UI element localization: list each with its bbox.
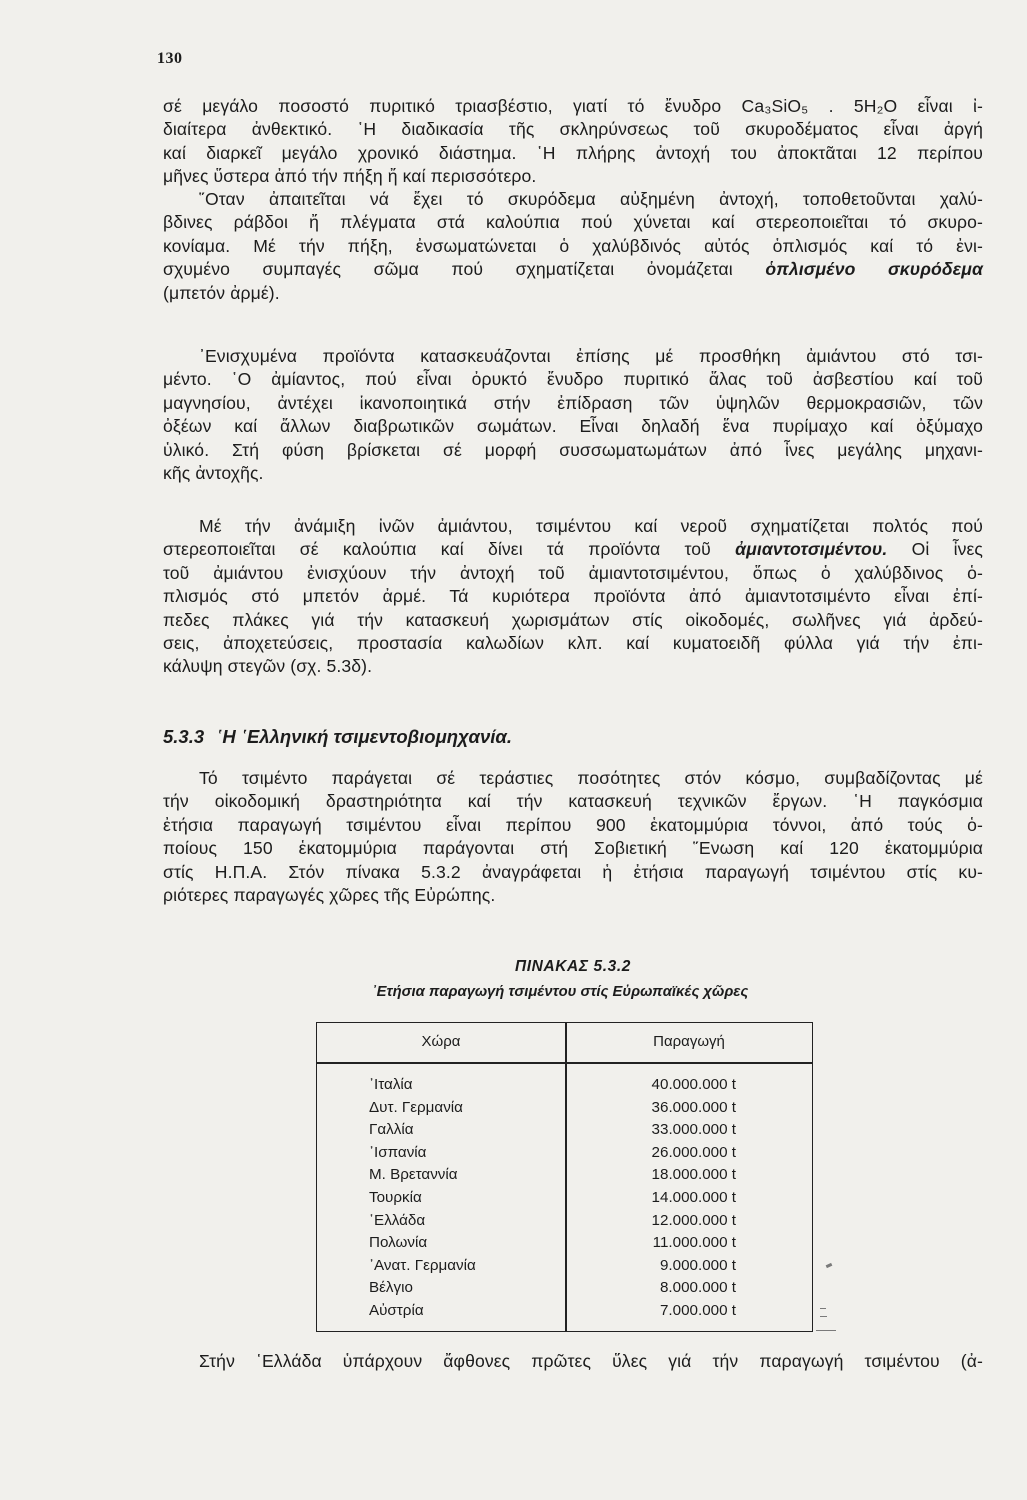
table-header-country: Χώρα [421, 1033, 461, 1050]
table-cell-country: Τουρκία [369, 1188, 422, 1206]
table-cell-country: Δυτ. Γερμανία [369, 1098, 463, 1116]
table-row [317, 1279, 812, 1302]
paragraph-1 [163, 95, 983, 189]
table-row [317, 1257, 812, 1280]
text-line: σεις, ἀποχετεύσεις, προστασία καλωδίων κλπ. καί κυματοειδῆ φύλλα γιά τήν ἐπι- [163, 633, 983, 654]
text-line: κάλυψη στεγῶν (σχ. 5.3δ). [163, 656, 373, 677]
scan-speck [816, 1330, 836, 1331]
table-cell-country: ᾿Ανατ. Γερμανία [369, 1256, 476, 1274]
table-cell-amount: 12.000.000 t [651, 1211, 736, 1229]
table-cell-country: Αὐστρία [369, 1301, 424, 1319]
table-cell-country: ῾Ελλάδα [369, 1211, 426, 1229]
table-row [317, 1166, 812, 1189]
table-header-divider [317, 1062, 812, 1064]
text-line: βδινες ράβδοι ἤ πλέγματα στά καλούπια πού χύνεται καί στερεοποιεῖται τό σκυρο- [163, 212, 983, 233]
table-row [317, 1121, 812, 1144]
table-row [317, 1234, 812, 1257]
table-body [317, 1076, 812, 1325]
scan-speck [826, 1263, 833, 1268]
table-row [317, 1144, 812, 1167]
text-line: ποίους 150 ἑκατομμύρια παράγονται στή Σοβιετική ῞Ενωση καί 120 ἑκατομμύρια [163, 838, 983, 859]
text-line: ἐτήσια παραγωγή τσιμέντου εἶναι περίπου 900 ἑκατομμύρια τόννοι, ἀπό τούς ὁ- [163, 814, 983, 835]
text-fragment: στερεοποιεῖται σέ καλούπια καί δίνει τά προϊόντα τοῦ [163, 539, 736, 560]
table-row [317, 1212, 812, 1235]
table-header-production: Παραγωγή [653, 1033, 725, 1050]
table-row [317, 1189, 812, 1212]
paragraph-4 [163, 515, 983, 679]
table-cell-country: Βέλγιο [369, 1279, 413, 1297]
text-line: πεδες πλάκες γιά τήν κατασκευή χωρισμάτων στίς οἰκοδομές, σωλῆνες γιά ἀρδεύ- [163, 609, 983, 630]
table-title: ΠΙΝΑΚΑΣ 5.3.2 [515, 958, 631, 975]
table-row [317, 1076, 812, 1099]
scan-speck [820, 1308, 826, 1309]
section-heading [163, 726, 512, 748]
table-cell-amount: 33.000.000 t [651, 1121, 736, 1139]
text-line: μῆνες ὕστερα ἀπό τήν πήξη ἤ καί περισσότερο. [163, 166, 537, 187]
text-line: διαίτερα ἀνθεκτικό. ῾Η διαδικασία τῆς σκληρύνσεως τοῦ σκυροδέματος εἶναι ἀργή [163, 119, 983, 140]
text-line: πλισμός στό μπετόν ἀρμέ. Τά κυριότερα προϊόντα ἀπό ἀμιαντοτσιμέντο εἶναι ἐπί- [163, 586, 983, 607]
paragraph-2 [163, 188, 983, 305]
section-title: ῾Η ῾Ελληνική τσιμεντοβιομηχανία. [216, 726, 512, 747]
text-line: (μπετόν ἀρμέ). [163, 282, 280, 303]
text-line: ῞Οταν ἀπαιτεῖται νά ἔχει τό σκυρόδεμα αὐξημένη ἀντοχή, τοποθετοῦνται χαλύ- [199, 189, 983, 209]
table-cell-amount: 9.000.000 t [659, 1256, 736, 1274]
text-line: μέντο. ῾Ο ἀμίαντος, πού εἶναι ὀρυκτό ἔνυδρο πυριτικό ἅλας τοῦ ἀσβεστίου καί τοῦ [163, 369, 983, 390]
table-cell-amount: 7.000.000 t [659, 1301, 736, 1319]
table-cell-amount: 36.000.000 t [651, 1098, 736, 1116]
table-cell-amount: 11.000.000 t [652, 1234, 736, 1252]
text-line: τοῦ ἀμιάντου ἐνισχύουν τήν ἀντοχή τοῦ ἀμιαντοτσιμέντου, ὅπως ὁ χαλύβδινος ὁ- [163, 562, 983, 583]
paragraph-3 [163, 345, 983, 485]
table-cell-country: Πολωνία [369, 1234, 428, 1252]
text-line [163, 538, 983, 561]
table-cell-country: ᾿Ισπανία [369, 1143, 427, 1161]
page-number: 130 [157, 50, 183, 67]
paragraph-closing [163, 1350, 983, 1373]
text-line: καί διαρκεῖ μεγάλο χρονικό διάστημα. ῾Η πλήρης ἀντοχή του ἀποκτᾶται 12 περίπου [163, 142, 983, 163]
emphasized-term: ἀμιαντοτσιμέντου. [735, 539, 888, 560]
text-line: μαγνησίου, ἀντέχει ἱκανοποιητικά στήν ἐπίδραση τῶν ὑψηλῶν θερμοκρασιῶν, τῶν [163, 392, 983, 413]
text-line: ὀξέων καί ἄλλων διαβρωτικῶν σωμάτων. Εἶναι δηλαδή ἕνα πυρίμαχο καί ὀξύμαχο [163, 416, 983, 437]
table-row [317, 1099, 812, 1122]
text-line: ὑλικό. Στή φύση βρίσκεται σέ μορφή συσσωματωμάτων ἀπό ἶνες μεγάλης μηχανι- [163, 439, 983, 460]
text-fragment: σχυμένο συμπαγές σῶμα πού σχηματίζεται ὀνομάζεται [163, 259, 766, 280]
table-cell-amount: 8.000.000 t [659, 1279, 736, 1297]
table-cell-country: Μ. Βρεταννία [369, 1166, 458, 1184]
text-line: κονίαμα. Μέ τήν πήξη, ἐνσωματώνεται ὁ χαλύβδινός αὐτός ὁπλισμός καί τό ἐνι- [163, 235, 983, 256]
table-row [317, 1302, 812, 1325]
emphasized-term: ὁπλισμένο σκυρόδεμα [765, 259, 983, 280]
text-line: Στήν ῾Ελλάδα ὑπάρχουν ἄφθονες πρῶτες ὕλες γιά τήν παραγωγή τσιμέντου (ἀ- [199, 1351, 983, 1371]
table-subtitle: ᾿Ετήσια παραγωγή τσιμέντου στίς Εὐρωπαϊκές χῶρες [371, 984, 749, 1000]
paragraph-section [163, 767, 983, 907]
table-cell-country: Γαλλία [369, 1121, 414, 1139]
text-line: σέ μεγάλο ποσοστό πυριτικό τριασβέστιο, γιατί τό ἔνυδρο Ca₃SiO₅ . 5H₂O εἶναι ἰ- [163, 96, 983, 116]
text-line: στίς Η.Π.Α. Στόν πίνακα 5.3.2 ἀναγράφεται ἡ ἐτήσια παραγωγή τσιμέντου στίς κυ- [163, 861, 983, 882]
table-cell-amount: 18.000.000 t [651, 1166, 736, 1184]
section-number: 5.3.3 [163, 726, 205, 747]
text-line: κῆς ἀντοχῆς. [163, 463, 264, 484]
text-line: ᾿Ενισχυμένα προϊόντα κατασκευάζονται ἐπίσης μέ προσθήκη ἀμιάντου στό τσι- [199, 346, 983, 366]
text-line: τήν οἰκοδομική δραστηριότητα καί τήν κατασκευή τεχνικῶν ἔργων. ῾Η παγκόσμια [163, 791, 983, 812]
table-cell-amount: 14.000.000 t [651, 1188, 736, 1206]
text-line: Τό τσιμέντο παράγεται σέ τεράστιες ποσότητες στόν κόσμο, συμβαδίζοντας μέ [199, 768, 983, 788]
text-line: Μέ τήν ἀνάμιξη ἰνῶν ἀμιάντου, τσιμέντου καί νεροῦ σχηματίζεται πολτός πού [199, 516, 983, 536]
text-line: ριότερες παραγωγές χῶρες τῆς Εὐρώπης. [163, 885, 496, 906]
text-fragment: Οἱ ἶνες [887, 539, 983, 560]
production-table [316, 1022, 813, 1332]
table-cell-amount: 26.000.000 t [651, 1143, 736, 1161]
table-cell-country: ᾿Ιταλία [369, 1076, 413, 1093]
scan-speck [820, 1316, 827, 1317]
table-cell-amount: 40.000.000 t [651, 1076, 736, 1093]
text-line [163, 258, 983, 281]
